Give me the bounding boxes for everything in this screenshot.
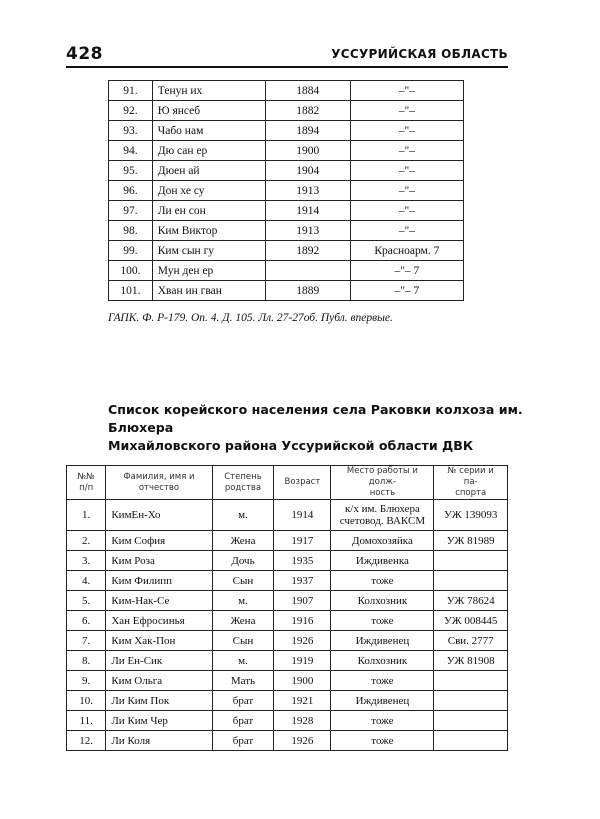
workplace: Иждивенец	[331, 631, 434, 651]
relation: Мать	[212, 671, 274, 691]
birth-year: 1914	[274, 500, 331, 531]
birth-year: 1904	[265, 161, 350, 181]
birth-year: 1926	[274, 631, 331, 651]
row-number: 96.	[109, 181, 153, 201]
row-number: 100.	[109, 261, 153, 281]
note: –"–	[350, 121, 463, 141]
row-number: 10.	[67, 691, 106, 711]
birth-year: 1916	[274, 611, 331, 631]
person-name: Дю сан ер	[152, 141, 265, 161]
workplace: тоже	[331, 671, 434, 691]
person-name: Ли Ен-Сик	[106, 651, 212, 671]
note: –"–	[350, 81, 463, 101]
relation: брат	[212, 711, 274, 731]
relation: брат	[212, 731, 274, 751]
birth-year: 1917	[274, 531, 331, 551]
header-passport-line-1: № серии и па-	[447, 466, 494, 487]
table-row	[109, 81, 464, 101]
header-age: Возраст	[274, 466, 331, 500]
row-number: 101.	[109, 281, 153, 301]
birth-year: 1894	[265, 121, 350, 141]
table-row	[109, 101, 464, 121]
note: Красноарм. 7	[350, 241, 463, 261]
section-title	[108, 401, 528, 455]
population-table	[66, 465, 508, 751]
header-relation-line-2: родства	[224, 482, 262, 493]
passport	[434, 551, 508, 571]
note: –"–	[350, 221, 463, 241]
workplace: Иждивенец	[331, 691, 434, 711]
row-number: 95.	[109, 161, 153, 181]
birth-year: 1913	[265, 181, 350, 201]
header-work	[331, 466, 434, 500]
table-row	[109, 181, 464, 201]
birth-year: 1892	[265, 241, 350, 261]
row-number: 12.	[67, 731, 106, 751]
passport	[434, 691, 508, 711]
relation: Жена	[212, 531, 274, 551]
passport	[434, 571, 508, 591]
page-number: 428	[66, 44, 103, 64]
header-work-line-1: Место работы и долж-	[346, 466, 418, 487]
passport	[434, 711, 508, 731]
birth-year: 1921	[274, 691, 331, 711]
table-row	[67, 591, 508, 611]
person-name: Хан Ефросинья	[106, 611, 212, 631]
person-name: Ким Виктор	[152, 221, 265, 241]
row-number: 94.	[109, 141, 153, 161]
table-row	[67, 500, 508, 531]
person-name: Ю янсеб	[152, 101, 265, 121]
note: –"– 7	[350, 281, 463, 301]
workplace: тоже	[331, 611, 434, 631]
passport: УЖ 139093	[434, 500, 508, 531]
row-number: 7.	[67, 631, 106, 651]
person-name: Ким-Нак-Се	[106, 591, 212, 611]
birth-year: 1884	[265, 81, 350, 101]
person-name: Ли ен сон	[152, 201, 265, 221]
birth-year: 1926	[274, 731, 331, 751]
table-row	[67, 531, 508, 551]
person-name: Ли Ким Пок	[106, 691, 212, 711]
person-name: Ли Ким Чер	[106, 711, 212, 731]
table-row	[109, 261, 464, 281]
header-relation	[212, 466, 274, 500]
table-row	[67, 611, 508, 631]
table-row	[109, 161, 464, 181]
note: –"–	[350, 101, 463, 121]
birth-year: 1928	[274, 711, 331, 731]
workplace: тоже	[331, 571, 434, 591]
relation: м.	[212, 591, 274, 611]
table-row	[67, 731, 508, 751]
workplace: Колхозник	[331, 651, 434, 671]
row-number: 11.	[67, 711, 106, 731]
running-header: УССУРИЙСКАЯ ОБЛАСТЬ	[331, 47, 508, 61]
passport: УЖ 78624	[434, 591, 508, 611]
note: –"–	[350, 181, 463, 201]
header-number	[67, 466, 106, 500]
note: –"–	[350, 141, 463, 161]
header-number-line-2: п/п	[79, 482, 94, 493]
header-rule	[66, 66, 508, 68]
passport	[434, 731, 508, 751]
source-note: ГАПК. Ф. Р-179. Оп. 4. Д. 105. Лл. 27-27об. Публ. впервые.	[108, 312, 393, 324]
row-number: 1.	[67, 500, 106, 531]
table-row	[109, 221, 464, 241]
row-number: 3.	[67, 551, 106, 571]
birth-year: 1913	[265, 221, 350, 241]
person-name: Ким Роза	[106, 551, 212, 571]
person-name: Дон хе су	[152, 181, 265, 201]
section-title-line-2: Михайловского района Уссурийской области ДВК	[108, 438, 474, 453]
person-name: Чабо нам	[152, 121, 265, 141]
relation: м.	[212, 500, 274, 531]
passport: Сви. 2777	[434, 631, 508, 651]
row-number: 98.	[109, 221, 153, 241]
person-name: Ли Коля	[106, 731, 212, 751]
continuation-table	[108, 80, 464, 301]
row-number: 8.	[67, 651, 106, 671]
workplace-line-1: к/х им. Блюхера	[344, 503, 420, 515]
workplace: Домохозяйка	[331, 531, 434, 551]
person-name: Ким София	[106, 531, 212, 551]
row-number: 2.	[67, 531, 106, 551]
table-row	[67, 651, 508, 671]
birth-year: 1900	[274, 671, 331, 691]
header-relation-line-1: Степень	[224, 471, 262, 482]
person-name: Тенун их	[152, 81, 265, 101]
birth-year: 1900	[265, 141, 350, 161]
birth-year: 1937	[274, 571, 331, 591]
birth-year: 1935	[274, 551, 331, 571]
birth-year	[265, 261, 350, 281]
workplace-line-2: счетовод. ВАКСМ	[339, 515, 426, 527]
relation: Жена	[212, 611, 274, 631]
table-row	[67, 571, 508, 591]
header-work-line-2: ность	[369, 488, 396, 498]
person-name: Хван ин гван	[152, 281, 265, 301]
header-number-line-1: №№	[77, 471, 96, 482]
note: –"–	[350, 161, 463, 181]
section-title-line-1: Список корейского населения села Раковки колхоза им. Блюхера	[108, 402, 523, 435]
person-name: Ким сын гу	[152, 241, 265, 261]
header-name: Фамилия, имя и отчество	[106, 466, 212, 500]
relation: Сын	[212, 631, 274, 651]
relation: м.	[212, 651, 274, 671]
row-number: 93.	[109, 121, 153, 141]
person-name: КимЕн-Хо	[106, 500, 212, 531]
birth-year: 1882	[265, 101, 350, 121]
person-name: Дюен ай	[152, 161, 265, 181]
row-number: 97.	[109, 201, 153, 221]
row-number: 9.	[67, 671, 106, 691]
workplace: тоже	[331, 711, 434, 731]
header-passport	[434, 466, 508, 500]
note: –"– 7	[350, 261, 463, 281]
birth-year: 1919	[274, 651, 331, 671]
note: –"–	[350, 201, 463, 221]
person-name: Ким Ольга	[106, 671, 212, 691]
table-row	[109, 121, 464, 141]
table-row	[67, 671, 508, 691]
table-row	[67, 711, 508, 731]
table-row	[109, 241, 464, 261]
birth-year: 1914	[265, 201, 350, 221]
table-row	[109, 201, 464, 221]
row-number: 5.	[67, 591, 106, 611]
passport: УЖ 008445	[434, 611, 508, 631]
passport: УЖ 81908	[434, 651, 508, 671]
passport	[434, 671, 508, 691]
person-name: Мун ден ер	[152, 261, 265, 281]
header-passport-line-2: спорта	[455, 488, 487, 498]
relation: брат	[212, 691, 274, 711]
table-header-row	[67, 466, 508, 500]
workplace	[331, 500, 434, 531]
birth-year: 1889	[265, 281, 350, 301]
person-name: Ким Хак-Пон	[106, 631, 212, 651]
relation: Дочь	[212, 551, 274, 571]
table-row	[109, 141, 464, 161]
birth-year: 1907	[274, 591, 331, 611]
workplace: Иждивенка	[331, 551, 434, 571]
workplace: Колхозник	[331, 591, 434, 611]
row-number: 92.	[109, 101, 153, 121]
table-row	[67, 691, 508, 711]
workplace: тоже	[331, 731, 434, 751]
table-row	[67, 631, 508, 651]
table-row	[67, 551, 508, 571]
row-number: 99.	[109, 241, 153, 261]
row-number: 4.	[67, 571, 106, 591]
row-number: 91.	[109, 81, 153, 101]
passport: УЖ 81989	[434, 531, 508, 551]
relation: Сын	[212, 571, 274, 591]
table-row	[109, 281, 464, 301]
person-name: Ким Филипп	[106, 571, 212, 591]
row-number: 6.	[67, 611, 106, 631]
